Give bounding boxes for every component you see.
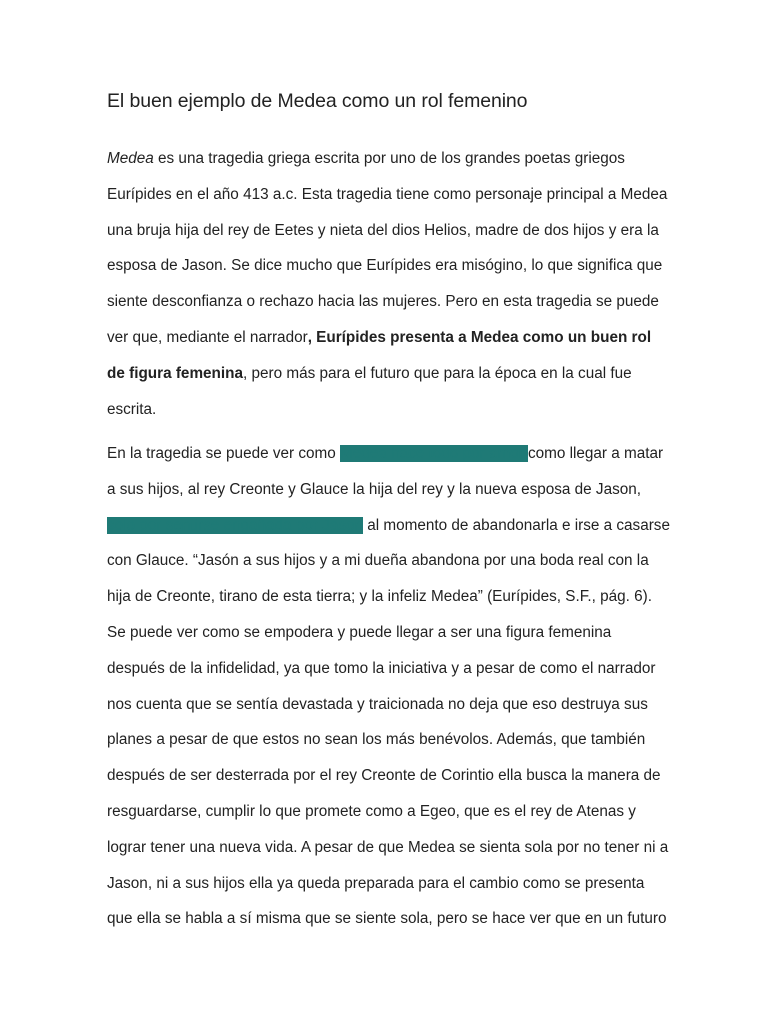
- text-line: después de la infidelidad, ya que tomo la iniciativa y a pesar de como el narrador: [107, 659, 656, 677]
- text-line: escrita.: [107, 400, 157, 418]
- bold-thesis: de figura femenina: [107, 364, 243, 382]
- text-line: [107, 141, 667, 177]
- text-line: una bruja hija del rey de Eetes y nieta del dios Helios, madre de dos hijos y era la: [107, 221, 659, 239]
- text-line: después de ser desterrada por el rey Creonte de Corintio ella busca la manera de: [107, 767, 661, 785]
- text-line: [107, 436, 667, 472]
- text-line: siente desconfianza o rechazo hacia las mujeres. Pero en esta tragedia se puede: [107, 293, 659, 311]
- highlighted-phrase: Medea hace todo por amor: [340, 445, 528, 462]
- paragraph-1: [107, 141, 667, 427]
- text-run: al momento de abandonarla e irse a casarse: [362, 516, 670, 534]
- text-line: [107, 320, 667, 356]
- text-run: En la tragedia se puede ver como: [107, 445, 340, 462]
- bold-thesis: , Eurípides presenta a Medea como un buen rol: [307, 328, 652, 346]
- text-run: , pero más para el futuro que para la época en la cual fue: [243, 364, 632, 382]
- title-italic: Medea: [107, 150, 154, 167]
- text-line: con Glauce. “Jasón a sus hijos y a mi dueña abandona por una boda real con la: [107, 552, 649, 570]
- text-line: resguardarse, cumplir lo que promete como a Egeo, que es el rey de Atenas y: [107, 802, 636, 820]
- text-run: es una tragedia griega escrita por uno de los grandes poetas griegos: [153, 150, 625, 167]
- text-line: Eurípides en el año 413 a.c. Esta tragedia tiene como personaje principal a Medea: [107, 185, 668, 203]
- text-line: nos cuenta que se sentía devastada y traicionada no deja que eso destruya sus: [107, 695, 648, 713]
- text-line: Se puede ver como se empodera y puede llegar a ser una figura femenina: [107, 623, 612, 641]
- text-line: [107, 356, 667, 392]
- document-title: El buen ejemplo de Medea como un rol femenino: [107, 90, 528, 112]
- text-line: que ella se habla a sí misma que se siente sola, pero se hace ver que en un futuro: [107, 910, 667, 928]
- text-line: planes a pesar de que estos no sean los más benévolos. Además, que también: [107, 731, 646, 749]
- text-line: lograr tener una nueva vida. A pesar de que Medea se sienta sola por no tener ni a: [107, 838, 669, 856]
- text-line: a sus hijos, al rey Creonte y Glauce la hija del rey y la nueva esposa de Jason,: [107, 480, 641, 498]
- text-run: como llegar a matar: [527, 445, 664, 462]
- text-line: [107, 508, 670, 544]
- highlighted-phrase: solo por sentirse engañada por Jason: [107, 516, 363, 534]
- text-run: ver que, mediante el narrador: [107, 328, 308, 346]
- text-line: Jason, ni a sus hijos ella ya queda preparada para el cambio como se presenta: [107, 874, 645, 892]
- text-line: esposa de Jason. Se dice mucho que Eurípides era misógino, lo que significa que: [107, 257, 663, 275]
- text-line: hija de Creonte, tirano de esta tierra; y la infeliz Medea” (Eurípides, S.F., pág. 6).: [107, 588, 653, 606]
- paragraph-2: [107, 436, 670, 937]
